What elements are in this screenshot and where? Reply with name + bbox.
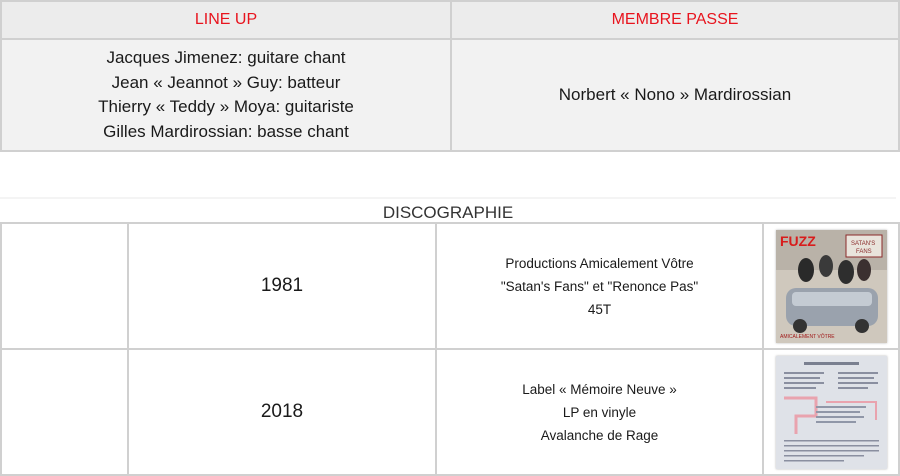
- lineup-table: [0, 0, 900, 152]
- discography-table: [0, 222, 900, 476]
- cover-cell: [763, 223, 899, 349]
- release-line: "Satan's Fans" et "Renonce Pas": [500, 278, 699, 294]
- release-year: 1981: [128, 223, 436, 349]
- album-cover-satans-fans-icon[interactable]: [776, 230, 887, 343]
- discography-row: [1, 223, 899, 349]
- member-line: Jean « Jeannot » Guy: batteur: [111, 72, 341, 92]
- member-line: Jacques Jimenez: guitare chant: [106, 48, 346, 67]
- discography-row: [1, 349, 899, 475]
- svg-text:AMICALEMENT VÔTRE: AMICALEMENT VÔTRE: [779, 333, 835, 340]
- release-details: [436, 223, 763, 349]
- album-cover-avalanche-de-rage-icon[interactable]: [776, 356, 887, 469]
- cover-cell: [763, 349, 899, 475]
- past-member-name: Norbert « Nono » Mardirossian: [558, 85, 792, 104]
- member-line: Thierry « Teddy » Moya: guitariste: [98, 97, 354, 116]
- lineup-header: LINE UP: [1, 1, 451, 39]
- release-year: 2018: [128, 349, 436, 475]
- release-line: 45T: [587, 301, 612, 317]
- release-line: LP en vinyle: [562, 404, 637, 420]
- release-line: Productions Amicalement Vôtre: [505, 255, 694, 271]
- past-member-header: MEMBRE PASSE: [451, 1, 899, 39]
- release-details: [436, 349, 763, 475]
- svg-text:FANS: FANS: [855, 248, 872, 255]
- release-line: Avalanche de Rage: [540, 427, 659, 443]
- svg-text:FUZZ: FUZZ: [779, 232, 816, 249]
- empty-cell: [1, 349, 128, 475]
- member-line: Gilles Mardirossian: basse chant: [103, 121, 349, 141]
- svg-text:SATAN'S: SATAN'S: [850, 240, 875, 247]
- empty-cell: [1, 223, 128, 349]
- current-members-cell: [1, 39, 451, 151]
- past-member-cell: [451, 39, 899, 151]
- release-line: Label « Mémoire Neuve »: [522, 381, 677, 397]
- discography-title: DISCOGRAPHIE: [0, 197, 896, 225]
